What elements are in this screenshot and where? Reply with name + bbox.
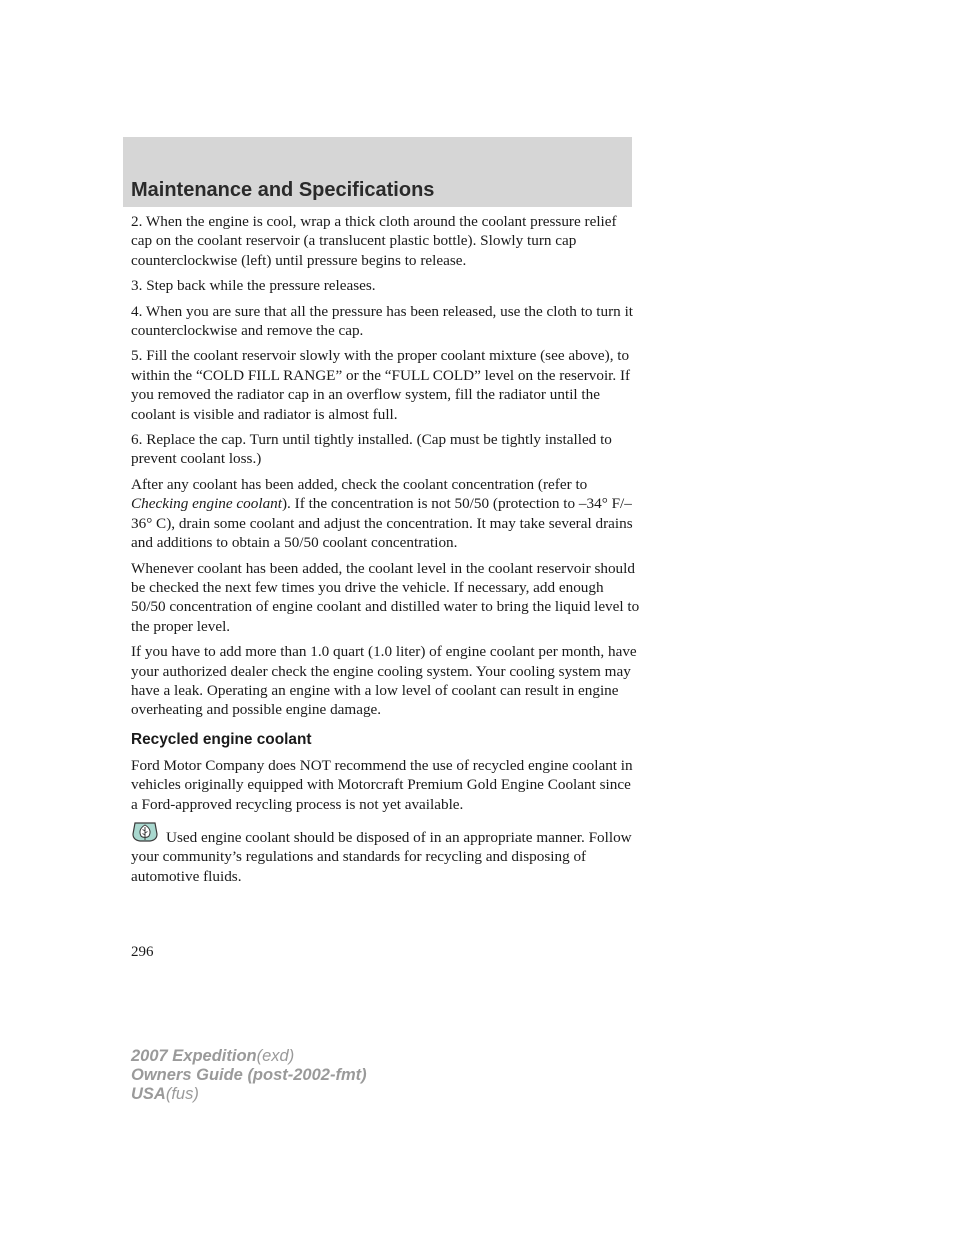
footer-market-name: USA <box>131 1085 166 1103</box>
footer-vehicle-code: (exd) <box>256 1047 295 1065</box>
step-3-paragraph: 3. Step back while the pressure releases. <box>131 277 376 295</box>
concentration-paragraph <box>131 475 641 553</box>
recycled-coolant-heading: Recycled engine coolant <box>131 730 312 748</box>
footer-vehicle-name: 2007 Expedition <box>131 1047 257 1065</box>
page-content <box>131 212 641 892</box>
footer-line-vehicle <box>131 1047 367 1066</box>
leak-warning-paragraph: If you have to add more than 1.0 quart (1.0 liter) of engine coolant per month, have your authorized dealer check the engine cooling system. Your cooling system may have a leak. Operating an engine with a low level of coolant can result in engine overheating and possible engine damage. <box>131 643 637 719</box>
section-title: Maintenance and Specifications <box>131 179 435 201</box>
disposal-note-text: Used engine coolant should be disposed of in an appropriate manner. Follow your community’s regulations and standards for recycling and disposing of automotive fluids. <box>131 828 632 885</box>
step-6-paragraph: 6. Replace the cap. Turn until tightly installed. (Cap must be tightly installed to prevent coolant loss.) <box>131 431 612 468</box>
page-number: 296 <box>131 944 154 960</box>
recycled-coolant-paragraph: Ford Motor Company does NOT recommend the use of recycled engine coolant in vehicles originally equipped with Motorcraft Premium Gold Engine Coolant since a Ford-approved recycling process is not yet available. <box>131 756 633 813</box>
leaf-icon <box>131 820 159 844</box>
checking-engine-coolant-reference: Checking engine coolant <box>131 495 282 513</box>
coolant-level-paragraph: Whenever coolant has been added, the coolant level in the coolant reservoir should be checked the next few times you drive the vehicle. If necessary, add enough 50/50 concentration of engine coolant and distilled water to bring the liquid level to the proper level. <box>131 559 640 635</box>
concentration-text-start: After any coolant has been added, check the coolant concentration (refer to <box>131 475 588 493</box>
footer-market-code: (fus) <box>165 1085 199 1103</box>
concentration-text-end: ). If the concentration is not 50/50 (protection to –34° F/–36° C), drain some coolant and adjust the concentration. It may take several drains and additions to obtain a 50/50 coolant concentration. <box>131 495 633 552</box>
step-2-paragraph: 2. When the engine is cool, wrap a thick cloth around the coolant pressure relief cap on the coolant reservoir (a translucent plastic bottle). Slowly turn cap counterclockwise (left) until pressure begins to release. <box>131 213 617 269</box>
footer-line-guide: Owners Guide (post-2002-fmt) <box>131 1066 367 1084</box>
step-5-paragraph: 5. Fill the coolant reservoir slowly with the proper coolant mixture (see above), to within the “COLD FILL RANGE” or the “FULL COLD” level on the reservoir. If you removed the radiator cap in an overflow system, fill the radiator until the coolant is visible and radiator is almost full. <box>131 347 631 423</box>
step-4-paragraph: 4. When you are sure that all the pressure has been released, use the cloth to turn it counterclockwise and remove the cap. <box>131 302 634 340</box>
footer-line-market <box>131 1085 367 1104</box>
document-footer <box>131 1047 367 1104</box>
disposal-note-paragraph <box>131 820 641 886</box>
